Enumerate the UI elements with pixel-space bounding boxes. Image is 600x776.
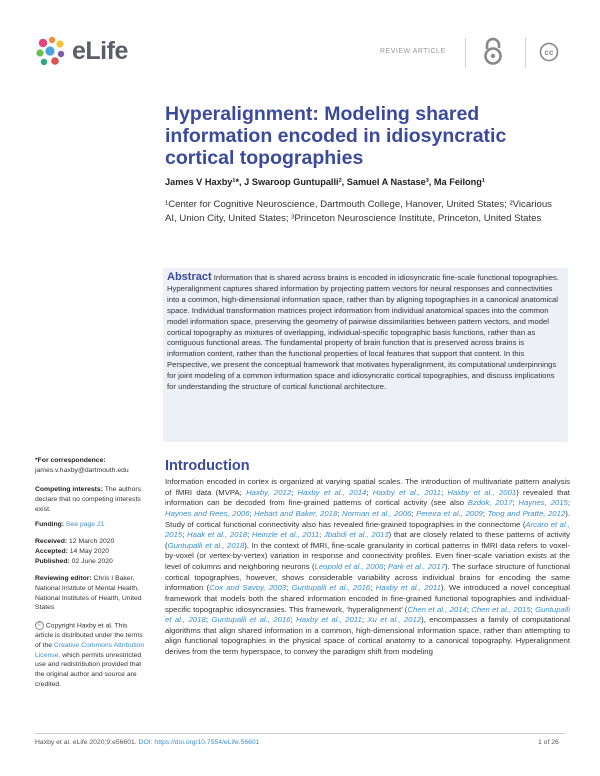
citation-link[interactable]: Guntupalli et al., 2018 xyxy=(165,604,570,625)
license-link[interactable]: Creative Commons Attribution License, xyxy=(35,641,145,659)
elife-logo-icon xyxy=(34,34,68,68)
text-segment: ) that are closely related to these patterns of activity ( xyxy=(165,530,571,550)
text-segment: ). Study of cortical functional connectivity also has revealed fine-grained topographies in the connectome ( xyxy=(165,508,570,529)
reviewing-text: Chris I Baker, National Institute of Mental Health, National Institutes of Health, United States xyxy=(35,575,142,612)
citation-link[interactable]: Tong and Pratte, 2012 xyxy=(487,508,566,518)
citation-link[interactable]: Guntupalli et al., 2016 xyxy=(211,615,291,625)
article-title: Hyperalignment: Modeling shared information encoded in idiosyncratic cortical topographies xyxy=(165,103,507,169)
received-label: Received: xyxy=(35,538,68,545)
text-segment: ), encompasses a family of computational algorithms that align shared information in a common, high-dimensional information space, rather than attempting to align functional topographies in the physical space of cortical anatomy to a canonical topography. Hyperalignment derives from the term hyperspace, to convey the paradigm shift from modeling xyxy=(165,615,570,656)
header-divider xyxy=(465,38,466,68)
text-segment: ). We introduced a novel conceptual framework that models both the shared information encoded in fine-grained functional topographies and individual-specific topographic idiosyncrasies. This framework, ‘hyperalignment’ ( xyxy=(165,583,570,614)
citation-link[interactable]: Haxby et al., 2001 xyxy=(447,487,517,497)
copyright-text-a: Copyright Haxby et al. This article is distributed under the terms of the xyxy=(35,622,143,649)
citation-link[interactable]: Haxby et al., 2011 xyxy=(372,487,441,497)
funding-label: Funding: xyxy=(35,521,65,528)
citation-link[interactable]: Hebart and Baker, 2018 xyxy=(254,508,338,518)
author-list: James V Haxby¹*, J Swaroop Guntupalli², Samuel A Nastase³, Ma Feilong¹ xyxy=(165,177,485,187)
received-date: 12 March 2020 xyxy=(69,538,115,545)
accepted-label: Accepted: xyxy=(35,547,68,555)
accepted-date: 14 May 2020 xyxy=(69,547,110,555)
published-label: Published: xyxy=(35,557,70,565)
creative-commons-icon[interactable] xyxy=(539,42,559,67)
footer-doi-link[interactable]: DOI: https://doi.org/10.7554/eLife.56601 xyxy=(138,739,260,746)
elife-logo[interactable] xyxy=(34,34,144,68)
copyright-block xyxy=(35,621,147,690)
citation-link[interactable]: Leopold et al., 2006 xyxy=(314,562,384,571)
citation-link[interactable]: Jbabdi et al., 2013 xyxy=(323,530,389,540)
abstract-paragraph xyxy=(163,268,568,397)
published-date: 02 June 2020 xyxy=(71,557,113,565)
citation-link[interactable]: Haak et al., 2018 xyxy=(187,530,248,540)
correspondence-email[interactable]: james.v.haxby@dartmouth.edu xyxy=(35,466,129,474)
copyright-icon: © xyxy=(35,621,44,630)
citation-link[interactable]: Haynes and Rees, 2006 xyxy=(165,508,250,518)
citation-link[interactable]: Xu et al., 2012 xyxy=(367,615,422,625)
competing-interests xyxy=(35,485,147,514)
introduction-heading: Introduction xyxy=(165,458,250,474)
abstract-box xyxy=(163,268,568,442)
citation-link[interactable]: Chen et al., 2014 xyxy=(407,604,467,614)
copyright-text-b: which permits unrestricted use and redistribution provided that the original author and source are credited. xyxy=(35,651,142,689)
citation-link[interactable]: Heinzle et al., 2011 xyxy=(251,530,320,540)
citation-link[interactable]: Park et al., 2017 xyxy=(387,562,445,571)
page-number: 1 of 26 xyxy=(538,739,559,746)
competing-label: Competing interests: xyxy=(35,486,103,493)
abstract-heading: Abstract xyxy=(167,271,212,283)
text-segment: ). In the context of fMRI, fine-scale granularity in cortical patterns in fMRI data refers to voxel-by-voxel (or vertex-by-vertex) variation in response and connectivity profiles. Even finer-scale variation exists at the level of columns and neighboring neurons ( xyxy=(165,540,570,571)
text-segment: Information encoded in cortex is organized at varying spatial scales. The introduction of multivariate pattern analysis of fMRI data (MVPA; xyxy=(165,477,570,497)
citation-link[interactable]: Arcaro et al., 2015 xyxy=(165,519,570,540)
citation-link[interactable]: Haynes, 2015 xyxy=(518,498,568,508)
citation-link[interactable]: Cox and Savoy, 2003 xyxy=(209,583,287,593)
citation-link[interactable]: Norman et al., 2006 xyxy=(342,508,412,518)
open-access-icon[interactable] xyxy=(480,36,506,71)
citation-link[interactable]: Haxby et al., 2014 xyxy=(297,487,367,497)
article-type-label: REVIEW ARTICLE xyxy=(380,48,446,55)
footer-citation xyxy=(35,739,259,746)
reviewing-label: Reviewing editor: xyxy=(35,575,92,582)
correspondence-label: *For correspondence: xyxy=(35,457,106,464)
text-segment: ). The surface structure of functional cortical topographies, however, shows considerable variability across individual brains for encoding the same information ( xyxy=(165,562,570,593)
header-divider-2 xyxy=(525,38,526,68)
funding-link[interactable]: See page 21 xyxy=(65,521,105,528)
abstract-text: Information that is shared across brains is encoded in idiosyncratic fine-scale functional topographies. Hyperalignment captures shared information by projecting pattern vectors for neural responses and connectivities into a common, high-dimensional information space, rather than by aligning topographies in a canonical anatomical space. Individual transformation matrices project information from individual anatomical spaces into the common model information space, preserving the geometry of pairwise dissimilarities between pattern vectors, and model cortical topography as mixtures of overlapping, individual-specific topographic basis functions, rather than as contiguous functional areas. The fundamental property of brain function that is preserved across brains is information content, rather than the functional properties of local features that support that content. In this Perspective, we present the conceptual framework that motivates hyperalignment, its computational underpinnings for joint modeling of a common information space and idiosyncratic cortical topographies, and discuss implications for understanding the structure of cortical functional architecture. xyxy=(167,273,560,392)
dates-block xyxy=(35,537,147,566)
correspondence-block xyxy=(35,456,147,476)
citation-link[interactable]: Haxby et al., 2011 xyxy=(296,615,362,625)
citation-link[interactable]: Pereira et al., 2009 xyxy=(416,508,483,518)
citation-link[interactable]: Chen et al., 2015 xyxy=(471,604,531,614)
competing-text: The authors declare that no competing interests exist. xyxy=(35,486,142,513)
citation-link[interactable]: Haxby et al., 2011 xyxy=(375,583,441,593)
text-segment: ) revealed that information can be decoded from fine-grained patterns of cortical activity (see also xyxy=(165,487,570,508)
citation-link[interactable]: Guntupalli et al., 2016 xyxy=(291,583,371,593)
footer-citation-text: Haxby et al. eLife 2020;9:e56601. xyxy=(35,739,137,746)
reviewing-editor xyxy=(35,574,147,613)
affiliations: ¹Center for Cognitive Neuroscience, Dartmouth College, Hanover, United States; ²Vicarious AI, Union City, United States; ³Princeton Neuroscience Institute, Princeton, United States xyxy=(165,199,552,224)
funding xyxy=(35,520,147,530)
introduction-text: Information encoded in cortex is organized at varying spatial scales. The introduction of multivariate pattern analysis of fMRI data (MVPA; Haxby, 2012; Haxby et al., 2014; Haxby et al., 2011; Haxby et al., 2001) revealed that information can be decoded from fine-grained patterns of cortical activity (see also Bzdok, 2017; Haynes, 2015; Haynes and Rees, 2006; Hebart and Baker, 2018; Norman et al., 2006; Pereira et al., 2009; Tong and Pratte, 2012). Study of cortical functional connectivity also has revealed fine-grained topographies in the connectome (Arcaro et al., 2015; Haak et al., 2018; Heinzle et al., 2011; Jbabdi et al., 2013) that are closely related to these patterns of activity (Guntupalli et al., 2018). In the context of fMRI, fine-scale granularity in cortical patterns in fMRI data refers to voxel-by-voxel (or vertex-by-vertex) variation in response and connectivity profiles. Even finer-scale variation exists at the level of columns and neighboring neurons (Leopold et al., 2006; Park et al., 2017). The surface structure of functional cortical topographies, however, shows considerable variability across individual brains for encoding the same information (Cox and Savoy, 2003; Guntupalli et al., 2016; Haxby et al., 2011). We introduced a novel conceptual framework that models both the shared information encoded in fine-grained functional topographies and individual-specific topographic idiosyncrasies. This framework, ‘hyperalignment’ (Chen et al., 2014; Chen et al., 2015; Guntupalli et al., 2018; Guntupalli et al., 2016; Haxby et al., 2011; Xu et al., 2012), encompasses a family of computational algorithms that align shared information in a common, high-dimensional information space, rather than attempting to align functional topographies in the physical space of cortical anatomy to a canonical topography. Hyperalignment derives from the term hyperspace, to convey the paradigm shift from modeling xyxy=(165,477,571,656)
citation-link[interactable]: Haxby, 2012 xyxy=(246,487,292,497)
cc-text: cc xyxy=(544,48,554,58)
logo-text: eLife xyxy=(72,37,128,65)
citation-link[interactable]: Guntupalli et al., 2018 xyxy=(167,540,245,550)
footer-divider xyxy=(35,733,565,734)
citation-link[interactable]: Bzdok, 2017 xyxy=(467,498,513,508)
